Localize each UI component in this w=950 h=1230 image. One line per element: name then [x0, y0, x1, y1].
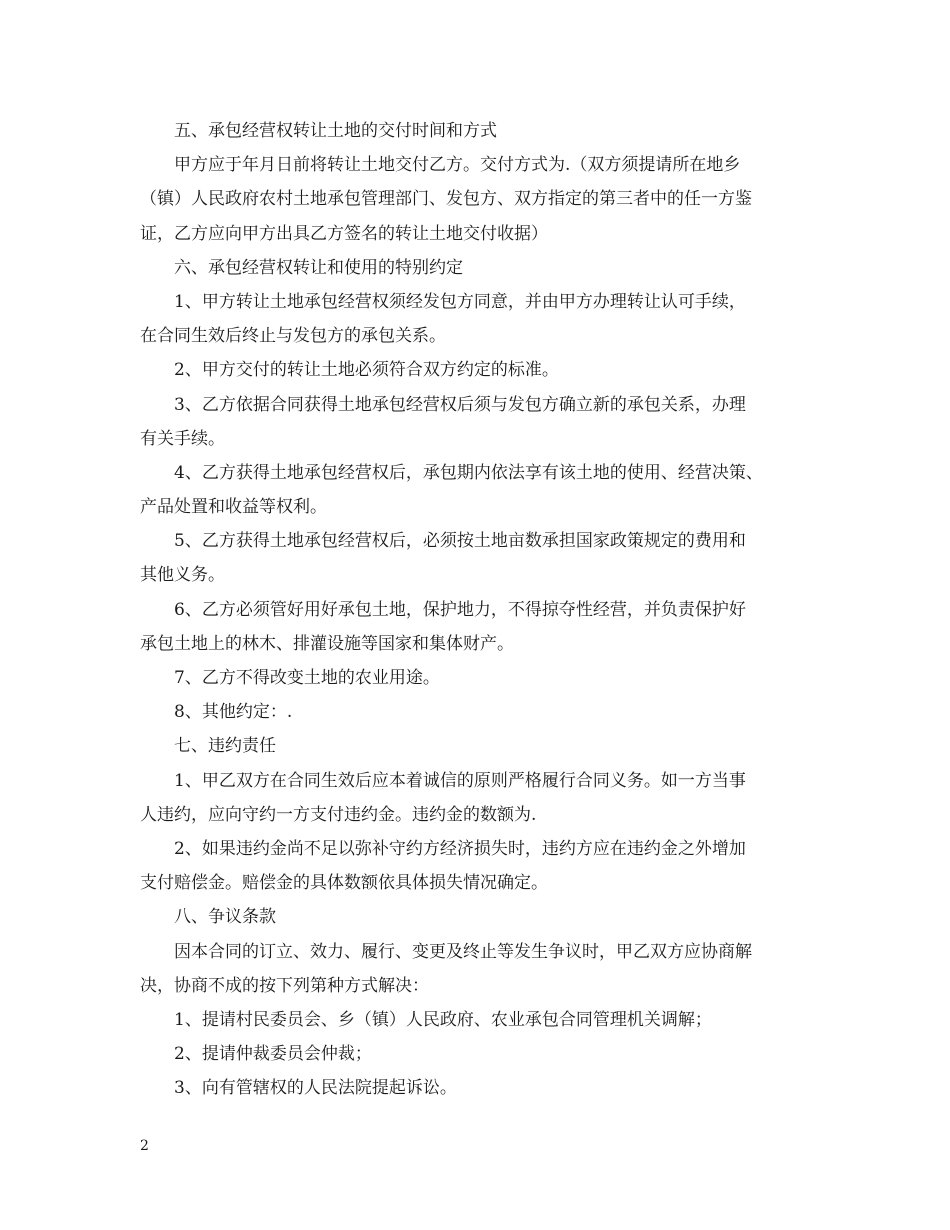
- text-line: 2、甲方交付的转让土地必须符合双方约定的标准。: [174, 360, 559, 381]
- text-line: 决，协商不成的按下列第种方式解决：: [140, 975, 429, 996]
- text-line: 1、甲乙双方在合同生效后应本着诚信的原则严格履行合同义务。如一方当事: [174, 770, 746, 791]
- text-line: 七、违约责任: [174, 736, 276, 757]
- document-body: [140, 114, 820, 1105]
- text-line: 甲方应于年月日前将转让土地交付乙方。交付方式为.（双方须提请所在地乡: [174, 155, 741, 176]
- text-line: 人违约，应向守约一方支付违约金。违约金的数额为.: [140, 804, 537, 825]
- text-line: 3、乙方依据合同获得土地承包经营权后须与发包方确立新的承包关系，办理: [174, 394, 746, 415]
- text-line: 1、甲方转让土地承包经营权须经发包方同意，并由甲方办理转让认可手续，: [174, 291, 746, 312]
- text-line: 八、争议条款: [174, 907, 276, 928]
- text-line: 支付赔偿金。赔偿金的具体数额依具体损失情况确定。: [140, 873, 548, 894]
- text-line: 六、承包经营权转让和使用的特别约定: [174, 257, 463, 278]
- text-line: （镇）人民政府农村土地承包管理部门、发包方、双方指定的第三者中的任一方鉴: [140, 189, 752, 210]
- text-line: 有关手续。: [140, 428, 225, 449]
- text-line: 其他义务。: [140, 565, 225, 586]
- text-line: 4、乙方获得土地承包经营权后，承包期内依法享有该土地的使用、经营决策、: [174, 462, 763, 483]
- text-line: 2、提请仲裁委员会仲裁；: [174, 1044, 372, 1065]
- text-line: 1、提请村民委员会、乡（镇）人民政府、农业承包合同管理机关调解；: [174, 1009, 712, 1030]
- text-line: 因本合同的订立、效力、履行、变更及终止等发生争议时，甲乙双方应协商解: [174, 941, 752, 962]
- text-line: 5、乙方获得土地承包经营权后，必须按土地亩数承担国家政策规定的费用和: [174, 531, 746, 552]
- text-line: 证，乙方应向甲方出具乙方签名的转让土地交付收据）: [140, 223, 548, 244]
- text-line: 承包土地上的林木、排灌设施等国家和集体财产。: [140, 633, 514, 654]
- text-line: 五、承包经营权转让土地的交付时间和方式: [174, 121, 497, 141]
- page-number: 2: [140, 1138, 149, 1154]
- text-line: 7、乙方不得改变土地的农业用途。: [174, 668, 440, 688]
- text-line: 2、如果违约金尚不足以弥补守约方经济损失时，违约方应在违约金之外增加: [174, 838, 746, 859]
- text-line: 产品处置和收益等权利。: [140, 497, 327, 518]
- text-line: 在合同生效后终止与发包方的承包关系。: [140, 326, 446, 347]
- text-line: 3、向有管辖权的人民法院提起诉讼。: [174, 1078, 457, 1099]
- text-line: 6、乙方必须管好用好承包土地，保护地力，不得掠夺性经营，并负责保护好: [174, 599, 746, 620]
- text-line: 8、其他约定：.: [174, 702, 293, 723]
